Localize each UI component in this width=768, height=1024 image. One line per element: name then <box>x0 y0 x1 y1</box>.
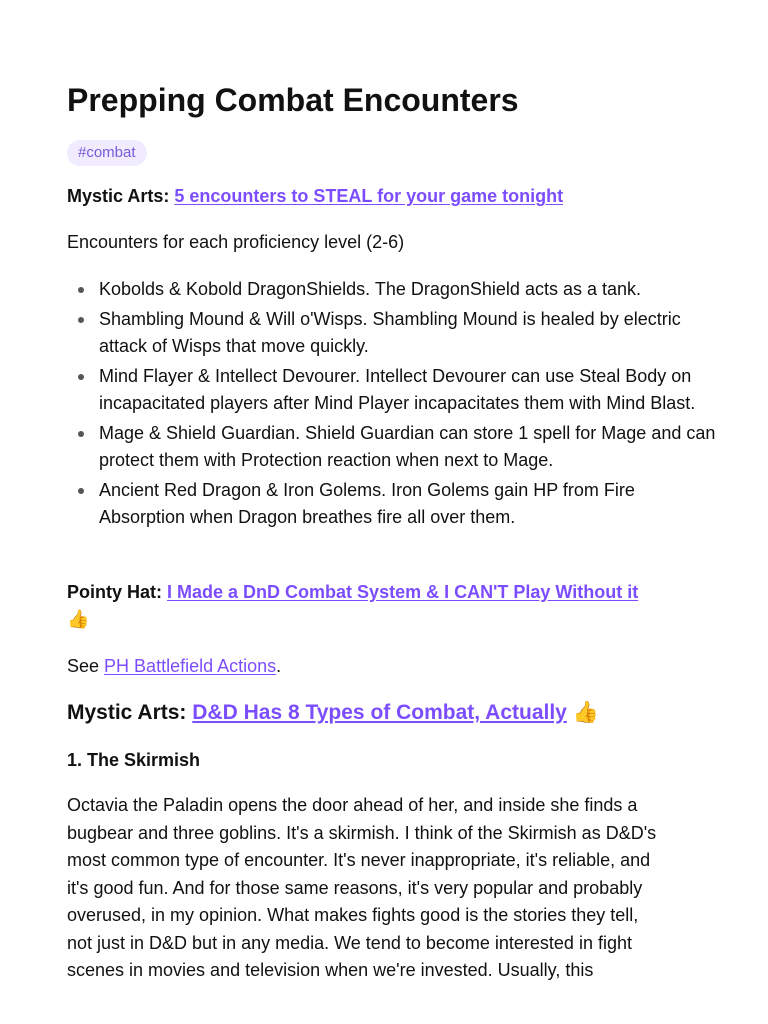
list-item-text: Kobolds & Kobold DragonShields. The DragonShield acts as a tank. <box>99 279 642 299</box>
tag-combat[interactable]: #combat <box>67 140 147 166</box>
bullet-icon <box>78 317 84 323</box>
list-item <box>67 477 719 531</box>
paragraph-line: not just in D&D but in any media. We tend to become interested in fight <box>67 932 632 953</box>
bullet-icon <box>78 287 84 293</box>
reference-pointy-hat <box>67 579 638 606</box>
body-paragraph <box>67 792 707 985</box>
reference-source-label: Mystic Arts: <box>67 186 170 206</box>
bullet-icon <box>78 431 84 437</box>
list-item-text: Ancient Red Dragon & Iron Golems. Iron Golems gain HP from Fire Absorption when Dragon breathes fire all over them. <box>99 480 635 527</box>
page-title: Prepping Combat Encounters <box>67 82 519 118</box>
reference-link-encounters[interactable]: 5 encounters to STEAL for your game tonight <box>174 186 564 206</box>
paragraph-line: scenes in movies and television when we're invested. Usually, this <box>67 960 594 980</box>
bullet-icon <box>78 374 84 380</box>
list-item-text: Mind Flayer & Intellect Devourer. Intellect Devourer can use Steal Body on incapacitated players after Mind Player incapacitates them with Mind Blast. <box>99 366 696 413</box>
section-source-label: Mystic Arts: <box>67 701 187 724</box>
reference-source-label: Pointy Hat: <box>67 582 163 602</box>
thumbs-up-icon: 👍 <box>572 701 599 724</box>
battlefield-actions-link[interactable]: PH Battlefield Actions <box>104 656 277 676</box>
reference-mystic-arts-encounters <box>67 183 563 210</box>
bullet-icon <box>78 488 84 494</box>
intro-text: Encounters for each proficiency level (2-6) <box>67 232 405 252</box>
list-item <box>67 363 719 417</box>
reference-link-combat-system[interactable]: I Made a DnD Combat System & I CAN'T Play Without it <box>167 582 639 602</box>
paragraph-line: most common type of encounter. It's never inappropriate, it's reliable, and <box>67 850 651 870</box>
section-heading <box>67 698 599 728</box>
paragraph-line: overused, in my opinion. What makes fights good is the stories they tell, <box>67 905 639 925</box>
thumbs-up-line <box>67 606 89 633</box>
see-suffix: . <box>276 656 282 676</box>
paragraph-line: bugbear and three goblins. It's a skirmish. I think of the Skirmish as D&D's <box>67 822 657 843</box>
see-prefix: See <box>67 656 100 676</box>
subheading-skirmish: 1. The Skirmish <box>67 750 201 770</box>
section-link-combat-types[interactable]: D&D Has 8 Types of Combat, Actually <box>192 701 567 724</box>
paragraph-line: Octavia the Paladin opens the door ahead of her, and inside she finds a <box>67 795 638 815</box>
list-item-text: Mage & Shield Guardian. Shield Guardian can store 1 spell for Mage and can protect them with Protection reaction when next to Mage. <box>99 423 716 470</box>
list-item-text: Shambling Mound & Will o'Wisps. Shambling Mound is healed by electric attack of Wisps that move quickly. <box>99 309 681 356</box>
thumbs-up-icon: 👍 <box>67 609 90 629</box>
list-item <box>67 306 719 360</box>
encounter-list <box>67 276 716 534</box>
see-also-line <box>67 653 281 680</box>
paragraph-line: it's good fun. And for those same reasons, it's very popular and probably <box>67 877 643 898</box>
list-item <box>67 420 719 474</box>
list-item <box>67 276 719 303</box>
